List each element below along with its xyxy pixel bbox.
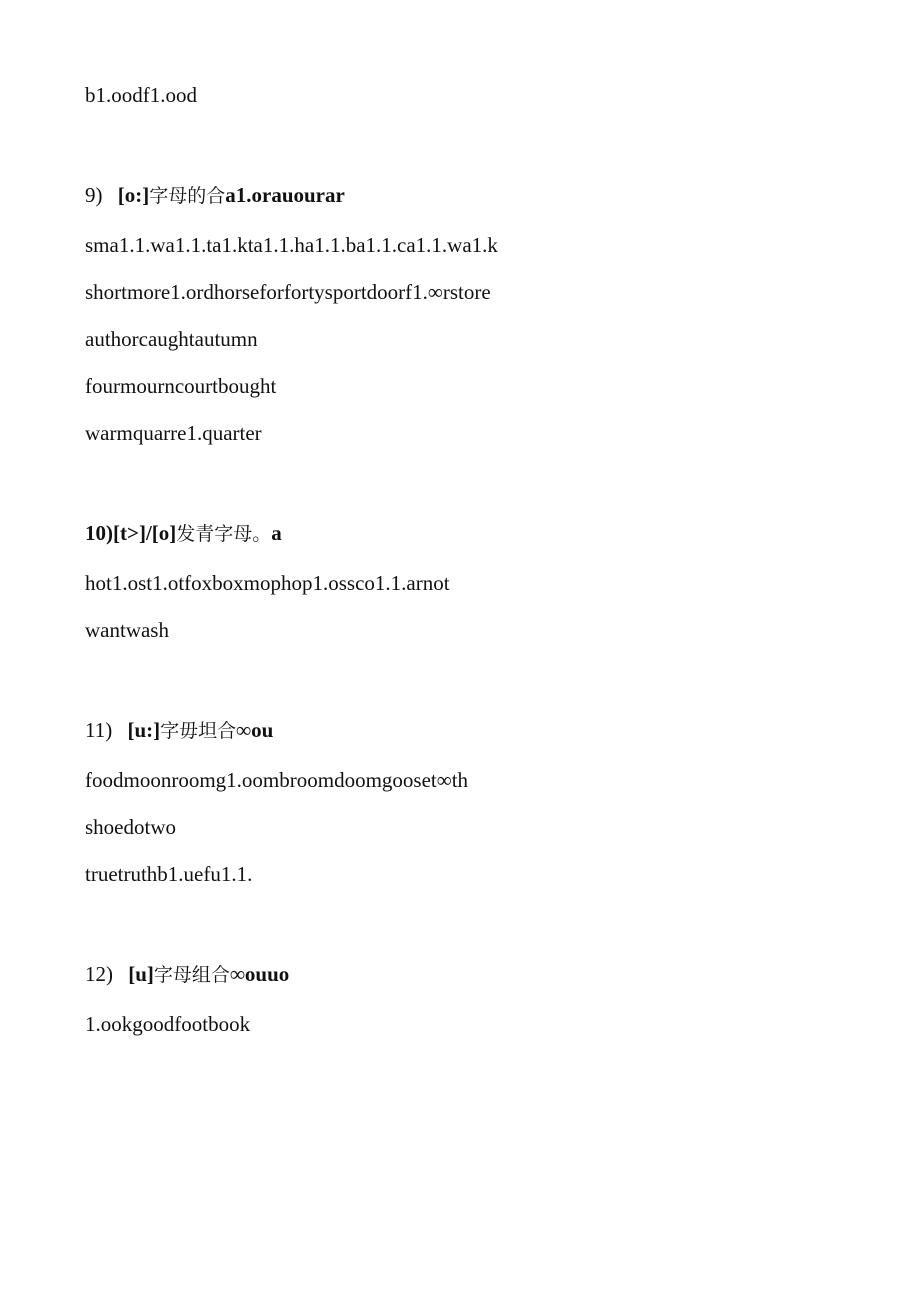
chinese-label: 字母的合 [149, 185, 226, 207]
word-line: warmquarre1.quarter [85, 421, 262, 445]
word-line: authorcaughtautumn [85, 327, 258, 351]
chinese-label: 字毋坦合 [160, 720, 237, 742]
word-line: fourmourncourtbought [85, 374, 277, 398]
letter-combination: a [271, 521, 282, 545]
section-heading-9 [85, 182, 345, 209]
section-heading-12 [85, 961, 289, 988]
word-line: shortmore1.ordhorseforfortysportdoorf1.∞rstore [85, 280, 491, 304]
word-line: foodmoonroomg1.oombroomdoomgooset∞th [85, 768, 469, 792]
letter-combination: ∞ouuo [229, 962, 290, 986]
section-number: 9) [85, 183, 103, 207]
section-number: 12) [85, 962, 113, 986]
word-line: hot1.ost1.otfoxboxmophop1.ossco1.1.arnot [85, 571, 450, 595]
section-number: 11) [85, 718, 113, 742]
text-line: b1.oodf1.ood [85, 83, 197, 107]
chinese-label: 发青字母。 [176, 523, 272, 545]
phonetic-symbol: [u:] [127, 718, 161, 742]
phonetic-symbol: [o:] [117, 183, 150, 207]
word-line: truetruthb1.uefu1.1. [85, 862, 253, 886]
word-line: shoedotwo [85, 815, 176, 839]
section-heading-10 [85, 520, 282, 547]
letter-combination: a1.orauourar [225, 183, 345, 207]
word-line: 1.ookgoodfootbook [85, 1012, 251, 1036]
phonetic-symbol: [t>]/[o] [113, 521, 177, 545]
phonetic-symbol: [u] [128, 962, 154, 986]
word-line: wantwash [85, 618, 169, 642]
chinese-label: 字母组合 [153, 964, 230, 986]
letter-combination: ∞ou [236, 718, 274, 742]
word-line: sma1.1.wa1.1.ta1.kta1.1.ha1.1.ba1.1.ca1.1.wa1.k [85, 233, 498, 257]
section-heading-11 [85, 717, 273, 744]
section-number: 10) [85, 521, 113, 545]
